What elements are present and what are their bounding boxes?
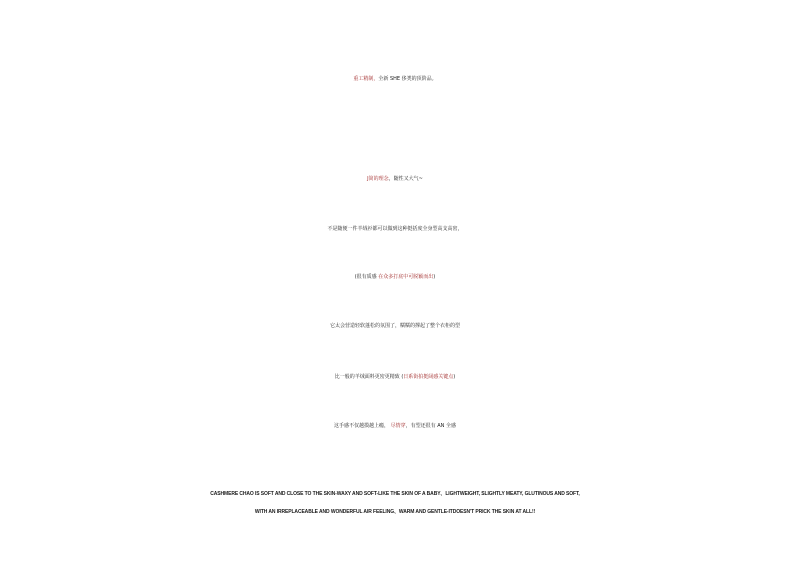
- feel-text-pre: 这手感不仅越摸越上瘾，: [334, 423, 391, 429]
- density-highlight: 日系街拍挺阔感关键点: [403, 374, 454, 380]
- english-caption-line-2: WITH AN IRREPLACEABLE AND WONDERFUL AIR FEELING、WARM AND GENTLE-ITDOESN'T PRICK THE SKIN AT ALL!!: [254, 509, 536, 515]
- feel-highlight: 尽情穿: [390, 423, 406, 429]
- body-line-density: [0, 362, 790, 392]
- concept-text: ，随性又大气~: [388, 176, 423, 182]
- quality-text-pre: (很有质感: [354, 274, 379, 280]
- concept-line: [0, 164, 790, 194]
- body-line-structure: [0, 214, 790, 244]
- headline: [0, 64, 790, 94]
- density-text-post: ): [453, 374, 456, 380]
- structure-text: 不是随便一件羊绒衫都可以做到这种挺括度全身型高支高密，: [327, 226, 463, 232]
- body-line-feel: [0, 411, 790, 441]
- quality-highlight: 在众多打底中可脱颖而出: [378, 274, 434, 280]
- quality-text-post: ): [433, 274, 436, 280]
- density-text-pre: 比一般的羊绒面料更密更精致 (: [334, 374, 404, 380]
- body-line-quality: [0, 262, 790, 292]
- body-line-fluffy: [0, 311, 790, 341]
- feel-text-post: ，有型还很有 AN 全感: [405, 423, 456, 429]
- english-caption-line-1: CASHMERE CHAO IS SOFT AND CLOSE TO THE SKIN-WAXY AND SOFT-LIKE THE SKIN OF A BABY、LIGHTWEIGHT, SLIGHTLY MEATY, GLUTINOUS AND SOFT,: [210, 491, 580, 497]
- fluffy-text: 它太会营造轻软蓬松的氛围了，糯糯的撑起了整个衣柜的型: [329, 323, 460, 329]
- concept-highlight: J简的理念: [367, 176, 389, 182]
- headline-highlight: 重工精制，: [353, 76, 379, 82]
- headline-text: 全新 SHE 侈类的顶阶品。: [378, 76, 437, 82]
